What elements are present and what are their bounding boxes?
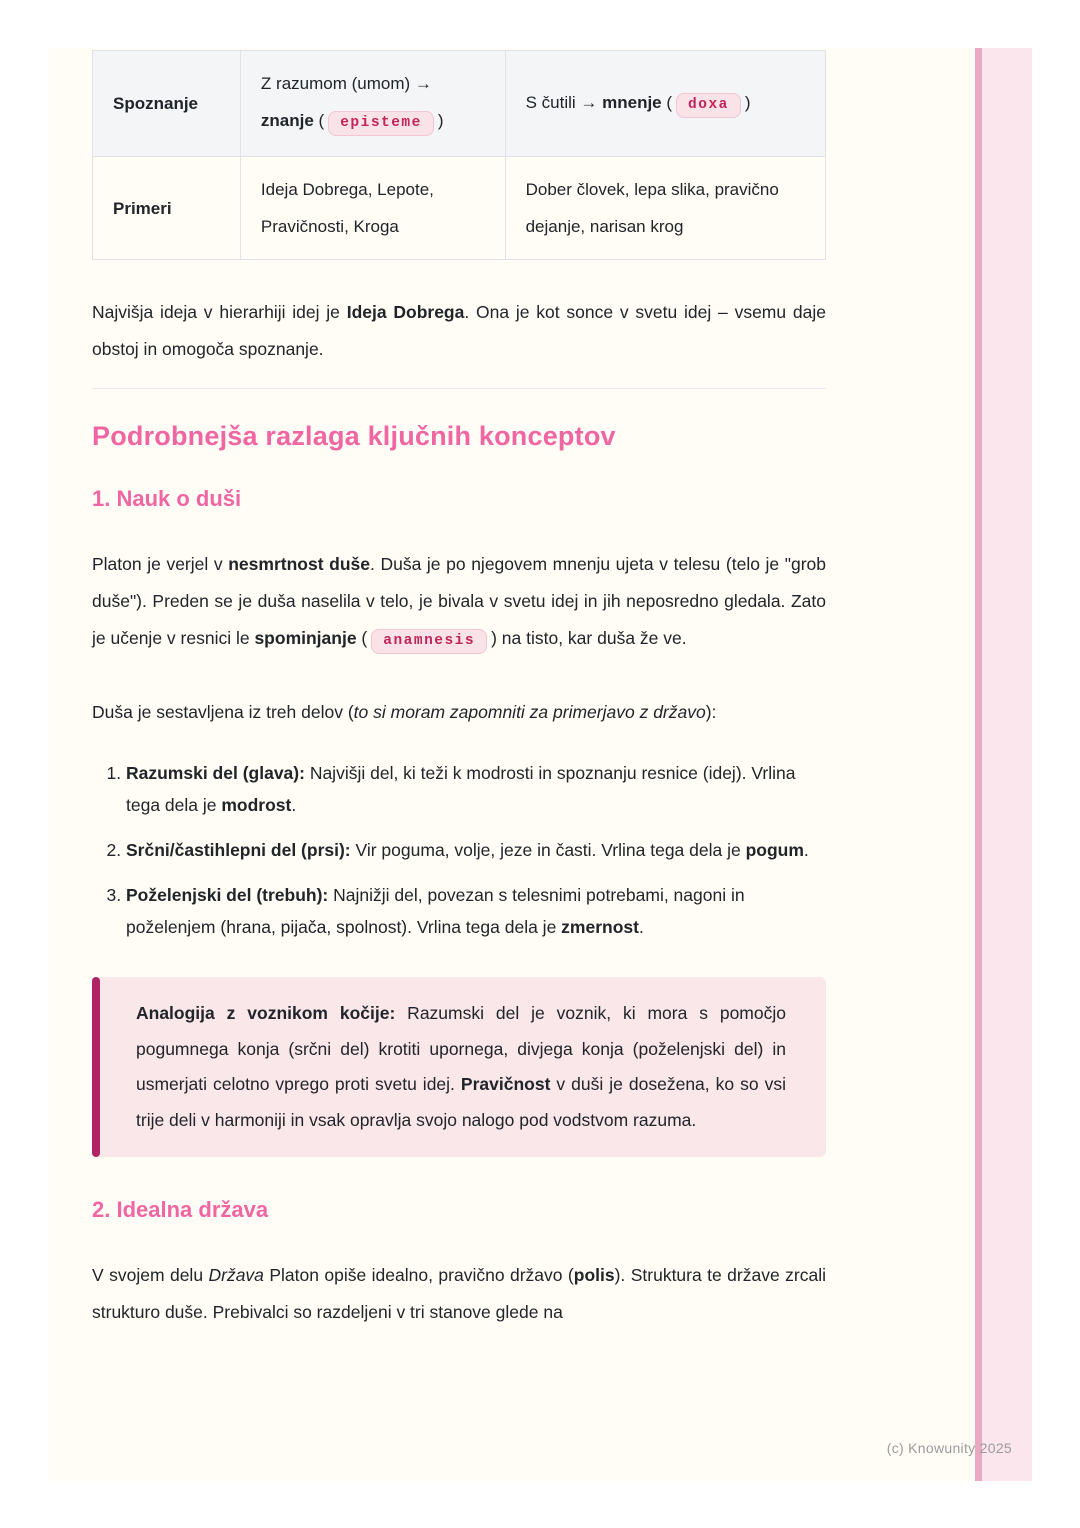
text-run: . Ona je kot sonce v svetu idej – vsemu daje obstoj in omogoča spoznanje. — [92, 302, 826, 359]
text-run: Dober človek, lepa slika, pravično dejanje, narisan krog — [525, 180, 779, 236]
main-heading: Podrobnejša razlaga ključnih konceptov — [92, 421, 616, 451]
text-run: mnenje — [602, 92, 662, 112]
soul-parts-list — [92, 757, 826, 943]
text-run: nesmrtnost duše — [228, 554, 370, 574]
table-row — [93, 157, 826, 260]
text-run: Analogija z voznikom kočije: — [136, 1003, 396, 1023]
text-run: pogum — [745, 840, 804, 860]
text-run: ( — [313, 111, 325, 130]
page-content — [92, 48, 826, 1331]
strip-accent-line — [975, 48, 982, 1481]
text-run: Pravičnost — [460, 1074, 551, 1094]
text-run: S čutili → — [525, 92, 603, 112]
comparison-table — [92, 50, 826, 260]
text-run: Vir poguma, volje, jeze in časti. Vrlina tega dela je — [350, 840, 746, 860]
text-run: zmernost — [561, 917, 639, 937]
text-run: Z razumom (umom) → — [260, 74, 432, 93]
text-run: ( — [356, 628, 368, 648]
text-run: ) na tisto, kar duša že ve. — [491, 628, 687, 648]
section-divider — [92, 388, 826, 389]
notes-page — [48, 48, 1032, 1481]
text-run: Poželenjski del (trebuh): — [126, 885, 329, 905]
table-cell — [505, 157, 825, 260]
text-run: polis — [573, 1265, 615, 1285]
paragraph-highest-idea — [92, 294, 826, 368]
table-cell — [240, 157, 505, 260]
text-run: to si moram zapomniti za primerjavo z državo — [353, 702, 706, 722]
text-run: Ideja Dobrega — [346, 302, 465, 322]
text-run: Srčni/častihlepni del (prsi): — [126, 840, 351, 860]
text-run: ). Struktura te države zrcali strukturo duše. Prebivalci so razdeljeni v tri stanove glede na — [92, 1265, 826, 1322]
text-run: Razumski del (glava): — [126, 763, 305, 783]
subheading-soul: 1. Nauk o duši — [92, 486, 242, 511]
code-badge: doxa — [676, 93, 741, 118]
text-run: Duša je sestavljena iz treh delov ( — [92, 702, 354, 722]
text-run: . Duša je po njegovem mnenju ujeta v telesu (telo je "grob duše"). Preden se je duša naselila v telo, je bivala v svetu idej in jih neposredno gledala. Zato je učenje v resnici le — [92, 554, 827, 648]
text-run: ) — [744, 92, 751, 112]
table-cell — [505, 51, 825, 157]
table-cell — [240, 51, 505, 157]
code-badge: episteme — [328, 111, 434, 136]
code-badge: anamnesis — [371, 629, 487, 654]
analogy-callout — [92, 977, 826, 1157]
text-run: . — [803, 840, 809, 860]
list-item — [126, 757, 826, 821]
text-run: ): — [705, 702, 717, 722]
text-run: Razumski del je voznik, ki mora s pomočjo pogumnega konja (srčni del) krotiti upornega, divjega konja (poželenjski del) in usmerjati celotno vprego proti svetu idej. — [136, 1003, 786, 1094]
pink-margin-strip — [975, 48, 1032, 1481]
callout-text — [136, 996, 786, 1138]
text-run: v duši je dosežena, ko so vsi trije deli v harmoniji in vsak opravlja svojo nalogo pod vodstvom razuma. — [136, 1074, 787, 1130]
paragraph-soul-immortality — [92, 546, 826, 660]
row-header-cell: Primeri — [93, 157, 241, 260]
text-run: Država — [208, 1265, 264, 1285]
list-item — [126, 834, 826, 866]
subheading-ideal-state: 2. Idealna država — [92, 1197, 269, 1222]
paragraph-soul-parts-intro — [92, 694, 826, 731]
watermark: (c) Knowunity 2025 — [886, 1440, 1012, 1456]
text-run: Platon opiše idealno, pravično državo ( — [263, 1265, 574, 1285]
text-run: ( — [661, 92, 673, 112]
text-run: Platon je verjel v — [92, 554, 229, 574]
text-run: Najvišja ideja v hierarhiji idej je — [92, 302, 347, 322]
text-run: Najnižji del, povezan s telesnimi potrebami, nagoni in poželenjem (hrana, pijača, spolnost). Vrlina tega dela je — [126, 885, 745, 937]
text-run: . — [638, 917, 644, 937]
text-run: znanje — [260, 111, 314, 130]
row-header-cell: Spoznanje — [93, 51, 241, 157]
text-run: Ideja Dobrega, Lepote, Pravičnosti, Kroga — [260, 180, 434, 236]
text-run: ) — [437, 111, 444, 130]
table-row — [93, 51, 826, 157]
text-run: Najvišji del, ki teži k modrosti in spoznanju resnice (idej). Vrlina tega dela je — [126, 763, 796, 815]
text-run: spominjanje — [254, 628, 357, 648]
paragraph-ideal-state — [92, 1257, 826, 1331]
text-run: V svojem delu — [92, 1265, 209, 1285]
list-item — [126, 879, 826, 943]
text-run: modrost — [221, 795, 292, 815]
text-run: . — [291, 795, 297, 815]
